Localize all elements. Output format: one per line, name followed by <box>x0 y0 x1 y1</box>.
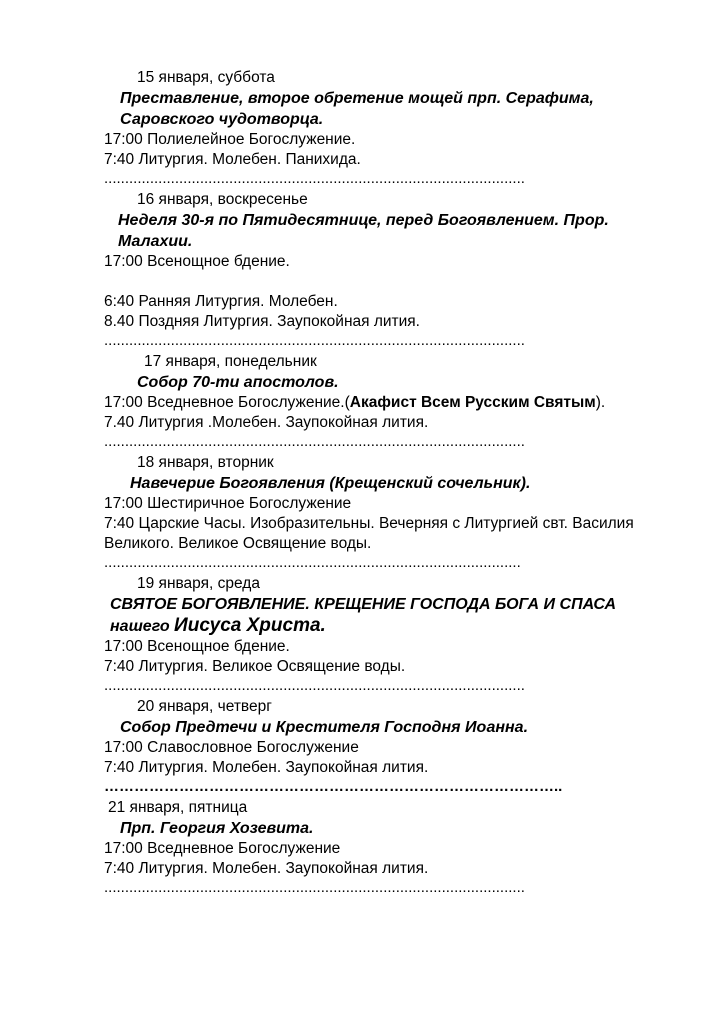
service-line: 17:00 Шестиричное Богослужение <box>104 495 352 512</box>
service-line: 17:00 Всенощное бдение. <box>104 253 290 270</box>
dotted-separator: ..................................................................................................... <box>104 332 525 349</box>
blank-line <box>104 272 664 292</box>
day-date: 16 января, воскресенье <box>137 191 308 208</box>
dotted-separator: ..................................................................................................... <box>104 879 525 896</box>
dotted-separator: ……………………………………………………………………………….. <box>104 778 563 795</box>
dotted-separator: ..................................................................................................... <box>104 170 525 187</box>
service-line <box>104 393 664 413</box>
dotted-separator: ..................................................................................................... <box>104 433 525 450</box>
day-feast-title: Неделя 30-я по Пятидесятнице, перед Богоявлением. Прор. Малахии. <box>118 212 609 250</box>
day-block <box>104 190 664 352</box>
day-feast-title: Преставление, второе обретение мощей прп. Серафима, Саровского чудотворца. <box>120 90 594 128</box>
day-date: 21 января, пятница <box>108 799 248 816</box>
day-block <box>104 68 664 190</box>
day-block <box>104 453 664 574</box>
schedule-page <box>104 68 664 899</box>
service-line: 17:00 Вседневное Богослужение <box>104 840 341 857</box>
day-feast-title: Собор 70-ти апостолов. <box>137 374 339 391</box>
service-line: 7:40 Царские Часы. Изобразительны. Вечерняя с Литургией свт. Василия Великого. Великое Освящение воды. <box>104 515 634 552</box>
day-feast-title <box>104 594 664 637</box>
day-date: 18 января, вторник <box>137 454 274 471</box>
day-block <box>104 352 664 453</box>
dotted-separator: .................................................................................................... <box>104 554 521 571</box>
day-date: 15 января, суббота <box>137 69 275 86</box>
feast-title-main: СВЯТОЕ БОГОЯВЛЕНИЕ. КРЕЩЕНИЕ ГОСПОДА БОГА И СПАСА нашего <box>110 596 617 635</box>
service-line: 17:00 Славословное Богослужение <box>104 739 359 756</box>
day-feast-title: Навечерие Богоявления (Крещенский сочельник). <box>130 475 531 492</box>
day-date: 20 января, четверг <box>137 698 272 715</box>
service-line: 7:40 Литургия. Молебен. Панихида. <box>104 151 361 168</box>
service-line: 17:00 Всенощное бдение. <box>104 638 290 655</box>
service-line: 7:40 Литургия. Молебен. Заупокойная лития. <box>104 860 429 877</box>
day-date: 19 января, среда <box>137 575 260 592</box>
service-line: 17:00 Полиелейное Богослужение. <box>104 131 356 148</box>
service-line: 7:40 Литургия. Великое Освящение воды. <box>104 658 406 675</box>
service-text: ). <box>595 394 606 411</box>
day-feast-title: Собор Предтечи и Крестителя Господня Иоанна. <box>120 719 529 736</box>
day-block <box>104 798 664 899</box>
service-line: 7.40 Литургия .Молебен. Заупокойная лития. <box>104 414 429 431</box>
day-block <box>104 697 664 798</box>
day-block <box>104 574 664 697</box>
service-line: 8.40 Поздняя Литургия. Заупокойная лития. <box>104 313 420 330</box>
service-line: 7:40 Литургия. Молебен. Заупокойная лития. <box>104 759 429 776</box>
day-date: 17 января, понедельник <box>144 353 317 370</box>
dotted-separator: ..................................................................................................... <box>104 677 525 694</box>
service-line: 6:40 Ранняя Литургия. Молебен. <box>104 293 338 310</box>
day-feast-title: Прп. Георгия Хозевита. <box>120 820 314 837</box>
service-text: 17:00 Вседневное Богослужение.( <box>104 394 350 411</box>
akathist-text: Акафист Всем Русским Святым <box>349 394 596 411</box>
feast-title-name: Иисуса Христа. <box>174 615 326 636</box>
